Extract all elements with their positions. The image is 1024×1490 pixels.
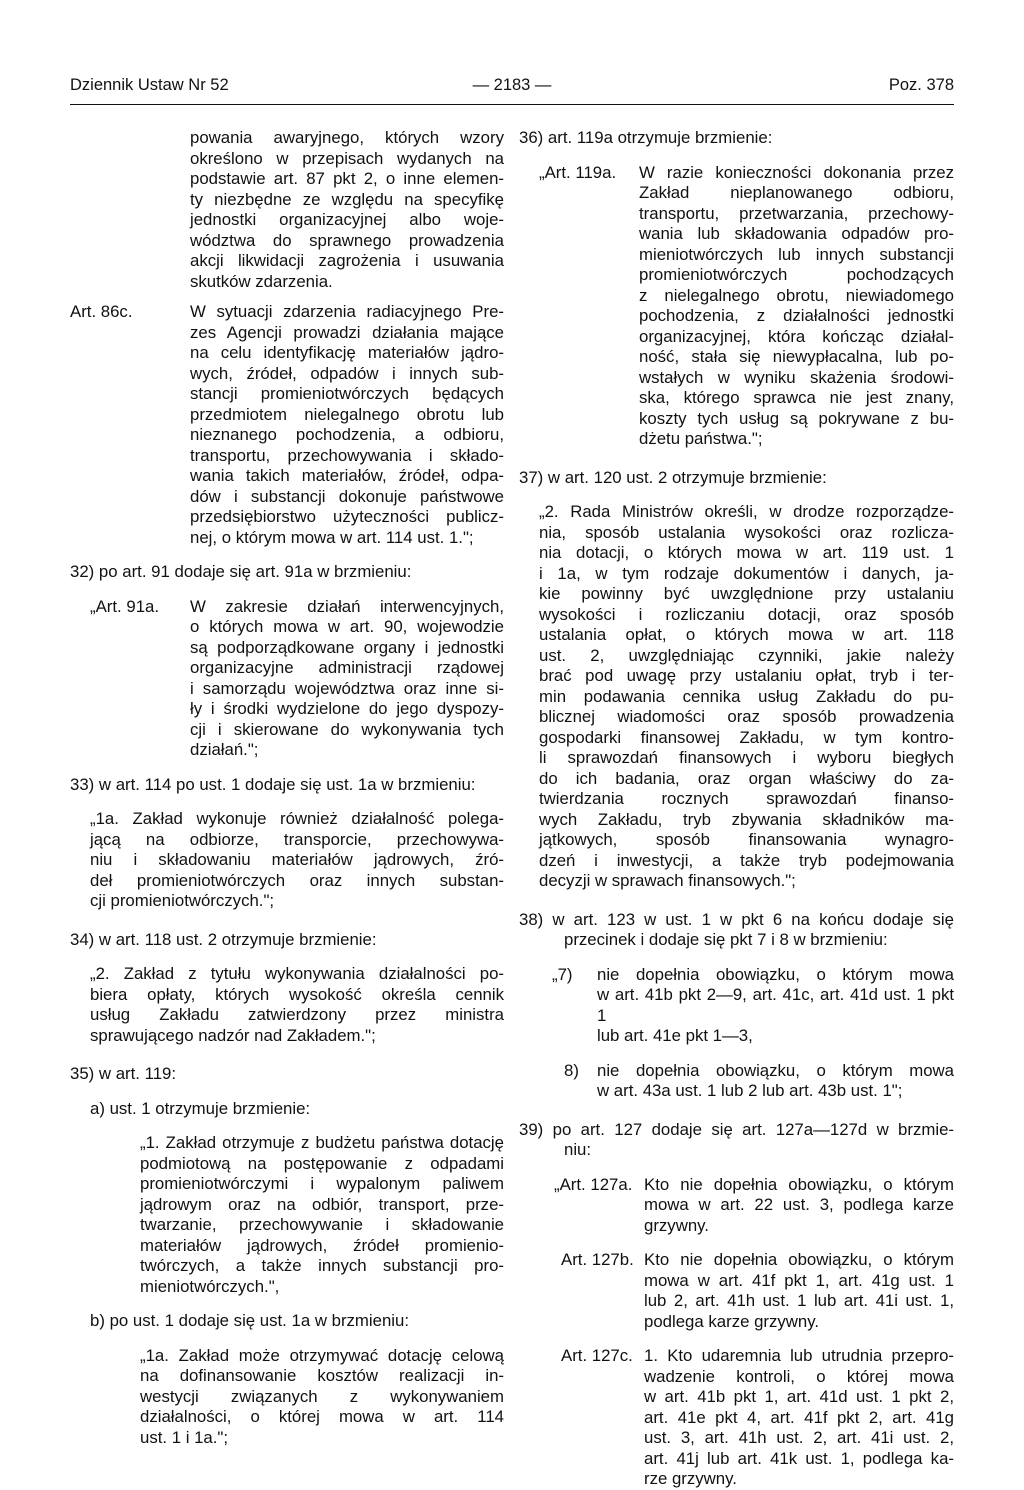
text-line: w art. 41b pkt 1, art. 41d ust. 1 pkt 2,	[644, 1387, 954, 1406]
art86c	[70, 302, 504, 548]
text-line: ust. 3, art. 41h ust. 2, art. 41i ust. 2,	[644, 1428, 954, 1447]
text-line: dzeń i inwestycji, a także tryb podejmowania	[539, 850, 954, 870]
text-line: ustalania opłat, o których mowa w art. 118	[539, 625, 954, 644]
journal-title: Dziennik Ustaw Nr 52	[70, 76, 229, 94]
text-line: cji promieniotwórczych.";	[90, 891, 275, 910]
text-line: jednostki organizacyjnej albo woje-	[190, 210, 504, 229]
text-line: określono w przepisach wydanych na	[190, 148, 504, 168]
text-line: o których mowa w art. 90, wojewodzie	[190, 617, 504, 636]
item-36: 36) art. 119a otrzymuje brzmienie:	[519, 128, 773, 147]
item-35a-text	[70, 1133, 504, 1297]
text-line: wstałych w wyniku skażenia środowi-	[639, 367, 954, 387]
text-line: podmiotową na postępowanie z odpadami	[140, 1153, 504, 1173]
text-line: gospodarki finansowej Zakładu, w tym kontro-	[539, 727, 954, 747]
art119a-text	[639, 163, 954, 450]
text-line: cji i skierowane do wykonywania tych	[190, 719, 504, 739]
text-line: twierdzania rocznych sprawozdań finanso-	[539, 789, 954, 808]
text-line: jącą na odbiorze, transporcie, przechowywa-	[90, 829, 504, 849]
text-line: promieniotwórczymi i wypalonym paliwem	[140, 1174, 504, 1193]
text-line: promieniotwórczych pochodzących	[639, 265, 954, 284]
text-line: brać pod uwagę przy ustalaniu opłat, tryb i ter-	[539, 666, 954, 685]
text-line: stancji promieniotwórczych będących	[190, 384, 504, 403]
art86c-label: Art. 86c.	[70, 302, 133, 321]
art127b-text	[644, 1250, 954, 1332]
art91a	[70, 597, 504, 761]
point-7-label: „7)	[552, 964, 573, 984]
art127c-label: Art. 127c.	[561, 1346, 633, 1365]
text-line: przedmiotem nielegalnego obrotu lub	[190, 404, 504, 424]
position-number: Poz. 378	[888, 76, 954, 94]
text-line: mowa w art. 22 ust. 3, podlega karze	[644, 1195, 954, 1214]
text-line: do ich badania, oraz organ właściwy do za-	[539, 768, 954, 788]
item-33-text	[70, 809, 504, 912]
text-line: sprawującego nadzór nad Zakładem.";	[90, 1025, 376, 1045]
text-line: podlega karze grzywny.	[644, 1311, 820, 1331]
text-line: ty niezbędne ze względu na specyfikę	[190, 189, 504, 209]
page-number: — 2183 —	[472, 76, 552, 94]
item-38-line-1: 38) w art. 123 w ust. 1 w pkt 6 na końcu dodaje się	[519, 909, 954, 929]
text-line: min podawania cennika usług Zakładu do pu-	[539, 686, 954, 706]
text-line: nia dotacji, o których mowa w art. 119 ust. 1	[539, 543, 954, 562]
item-37: 37) w art. 120 ust. 2 otrzymuje brzmienie:	[519, 467, 827, 487]
text-line: westycji związanych z wykonywaniem	[140, 1386, 504, 1406]
text-line: działań.";	[190, 740, 259, 759]
point-8-label: 8)	[564, 1060, 579, 1080]
art91a-text	[190, 597, 504, 761]
item-39-line-1: 39) po art. 127 dodaje się art. 127a—127d w brzmie-	[519, 1119, 954, 1139]
art119a-label: „Art. 119a.	[539, 162, 617, 182]
item-39	[519, 1120, 954, 1161]
text-line: Kto nie dopełnia obowiązku, o którym	[644, 1250, 954, 1269]
text-line: nej, o którym mowa w art. 114 ust. 1.";	[190, 527, 474, 547]
art127a-text	[644, 1175, 954, 1237]
text-line: W razie konieczności dokonania przez	[639, 162, 954, 182]
point-8-text	[597, 1061, 954, 1102]
text-line: usług Zakładu zatwierdzony przez ministra	[90, 1005, 504, 1024]
text-line: biera opłaty, których wysokość określa cennik	[90, 984, 504, 1004]
text-line: kie powinny być uwzględnione przy ustalaniu	[539, 584, 954, 603]
text-line: dów i substancji dokonuje państwowe	[190, 486, 504, 506]
text-line: Zakład nieplanowanego odbioru,	[639, 183, 954, 202]
text-line: ust. 2, uwzględniając czynniki, jakie należy	[539, 645, 954, 665]
text-line: i 1a, w tym rodzaje dokumentów i danych, ja-	[539, 563, 954, 583]
text-line: materiałów jądrowych, źródeł promienio-	[140, 1235, 504, 1255]
art127b-label: Art. 127b.	[561, 1250, 634, 1269]
text-line: li sprawozdań finansowych i wyboru biegłych	[539, 748, 954, 767]
art91a-label: „Art. 91a.	[90, 596, 160, 616]
text-line: organizacyjnej, która kończąc działal-	[639, 326, 954, 346]
text-line: wych Zakładu, tryb zbywania składników ma-	[539, 809, 954, 829]
item-34: 34) w art. 118 ust. 2 otrzymuje brzmienie:	[70, 929, 377, 949]
text-line: i samorządu województwa oraz inne si-	[190, 678, 504, 698]
text-line: grzywny.	[644, 1215, 709, 1235]
art127a	[519, 1175, 954, 1237]
text-line: W zakresie działań interwencyjnych,	[190, 596, 504, 616]
text-line: akcji likwidacji zagrożenia i usuwania	[190, 251, 504, 270]
art119a	[519, 163, 954, 450]
text-line: wysokości i rozliczaniu dotacji, oraz sposób	[539, 604, 954, 624]
text-line: jątkowych, sposób finansowania wynagro-	[539, 830, 954, 849]
text-line: niu i składowaniu materiałów jądrowych, źró-	[90, 850, 504, 869]
text-line: nie dopełnia obowiązku, o którym mowa	[597, 1060, 954, 1080]
text-line: mowa w art. 41f pkt 1, art. 41g ust. 1	[644, 1270, 954, 1290]
text-line: „2. Zakład z tytułu wykonywania działalności po-	[90, 964, 504, 983]
page-header	[70, 76, 954, 102]
text-line: zes Agencji prowadzi działania mające	[190, 322, 504, 342]
item-35b-text	[70, 1346, 504, 1449]
right-column	[519, 128, 954, 1490]
item-38-point-8	[519, 1061, 954, 1102]
item-38	[519, 910, 954, 951]
text-line: rze grzywny.	[644, 1469, 737, 1488]
text-line: dżetu państwa.";	[639, 429, 763, 448]
art86b-continuation	[70, 128, 504, 292]
text-line: nieznanego pochodzenia, a odbioru,	[190, 425, 504, 444]
text-line: wadzenie kontroli, o której mowa	[644, 1366, 954, 1386]
item-35a: a) ust. 1 otrzymuje brzmienie:	[90, 1098, 311, 1118]
art86c-text	[190, 302, 504, 548]
item-35b: b) po ust. 1 dodaje się ust. 1a w brzmieniu:	[90, 1311, 410, 1330]
item-32: 32) po art. 91 dodaje się art. 91a w brzmieniu:	[70, 562, 412, 581]
item-37-text	[519, 502, 954, 892]
text-line: mieniotwórczych.",	[140, 1276, 280, 1296]
text-line: koszty tych usług są pokrywane z bu-	[639, 408, 954, 428]
text-line: blicznej wiadomości oraz sposób prowadzenia	[539, 707, 954, 726]
art127c	[519, 1346, 954, 1490]
item-39-line-2: niu:	[564, 1140, 592, 1159]
text-line: wania takich materiałów, źródeł, odpa-	[190, 466, 504, 485]
text-line: ność, stała się niewypłacalna, lub po-	[639, 347, 954, 366]
text-line: decyzji w sprawach finansowych.";	[539, 871, 796, 890]
text-line: „1a. Zakład wykonuje również działalność polega-	[90, 809, 504, 828]
text-line: podstawie art. 87 pkt 2, o inne elemen-	[190, 169, 504, 188]
text-line: ły i środki wydzielone do jego dyspozy-	[190, 699, 504, 718]
art127a-label: „Art. 127a.	[554, 1174, 633, 1194]
text-line: transportu, przechowywania i składo-	[190, 445, 504, 465]
left-column	[70, 128, 504, 1448]
text-line: z nielegalnego obrotu, niewiadomego	[639, 285, 954, 305]
item-35: 35) w art. 119:	[70, 1064, 177, 1083]
text-line: „1. Zakład otrzymuje z budżetu państwa dotację	[140, 1133, 504, 1152]
item-33: 33) w art. 114 po ust. 1 dodaje się ust. 1a w brzmieniu:	[70, 774, 476, 794]
text-line: na celu identyfikację materiałów jądro-	[190, 343, 504, 362]
text-line: na dofinansowanie kosztów realizacji in-	[140, 1366, 504, 1385]
text-line: transportu, przetwarzania, przechowy-	[639, 203, 954, 223]
point-7-text	[597, 965, 954, 1047]
text-line: twórczych, a także innych substancji pro-	[140, 1256, 504, 1275]
text-line: 1. Kto udaremnia lub utrudnia przepro-	[644, 1346, 954, 1365]
text-line: nie dopełnia obowiązku, o którym mowa	[597, 964, 954, 984]
text-line: lub 2, art. 41h ust. 1 lub art. 41i ust. 1,	[644, 1291, 954, 1310]
item-38-point-7	[519, 965, 954, 1047]
text-line: art. 41j lub art. 41k ust. 1, podlega ka-	[644, 1448, 954, 1468]
text-line: art. 41e pkt 4, art. 41f pkt 2, art. 41g	[644, 1407, 954, 1427]
text-line: jądrowym oraz na odbiór, transport, prze-	[140, 1194, 504, 1214]
item-34-text	[70, 964, 504, 1046]
text-line: deł promieniotwórczych oraz innych substan-	[90, 870, 504, 890]
text-line: nia, sposób ustalania wysokości oraz rozlicza-	[539, 522, 954, 542]
art127c-text	[644, 1346, 954, 1490]
text-line: w art. 41b pkt 2—9, art. 41c, art. 41d ust. 1 pkt 1	[597, 985, 954, 1025]
text-line: w art. 43a ust. 1 lub 2 lub art. 43b ust. 1";	[597, 1081, 903, 1100]
item-38-line-2: przecinek i dodaje się pkt 7 i 8 w brzmieniu:	[564, 930, 888, 949]
text-line: wania lub składowania odpadów pro-	[639, 224, 954, 243]
text-line: mieniotwórczych lub innych substancji	[639, 244, 954, 264]
text-line: pochodzenia, z działalności jednostki	[639, 306, 954, 325]
text-line: przedsiębiorstwo użyteczności publicz-	[190, 507, 504, 526]
text-line: ska, którego sprawca nie jest znany,	[639, 388, 954, 407]
text-line: Kto nie dopełnia obowiązku, o którym	[644, 1174, 954, 1194]
header-rule	[70, 104, 954, 105]
text-line: działalności, o której mowa w art. 114	[140, 1407, 504, 1426]
text-line: są podporządkowane organy i jednostki	[190, 637, 504, 657]
text-line: „2. Rada Ministrów określi, w drodze rozporządze-	[539, 502, 954, 521]
art127b	[519, 1250, 954, 1332]
text-line: W sytuacji zdarzenia radiacyjnego Pre-	[190, 302, 504, 321]
text-line: wództwa do sprawnego prowadzenia	[190, 230, 504, 250]
text-line: „1a. Zakład może otrzymywać dotację celową	[140, 1345, 504, 1365]
text-line: ust. 1 i 1a.";	[140, 1427, 229, 1447]
text-line: wych, źródeł, odpadów i innych sub-	[190, 363, 504, 383]
text-line: powania awaryjnego, których wzory	[190, 128, 504, 147]
text-line: lub art. 41e pkt 1—3,	[597, 1026, 753, 1045]
text-line: skutków zdarzenia.	[190, 271, 333, 291]
text-line: twarzanie, przechowywanie i składowanie	[140, 1215, 504, 1234]
text-line: organizacyjne administracji rządowej	[190, 658, 504, 677]
